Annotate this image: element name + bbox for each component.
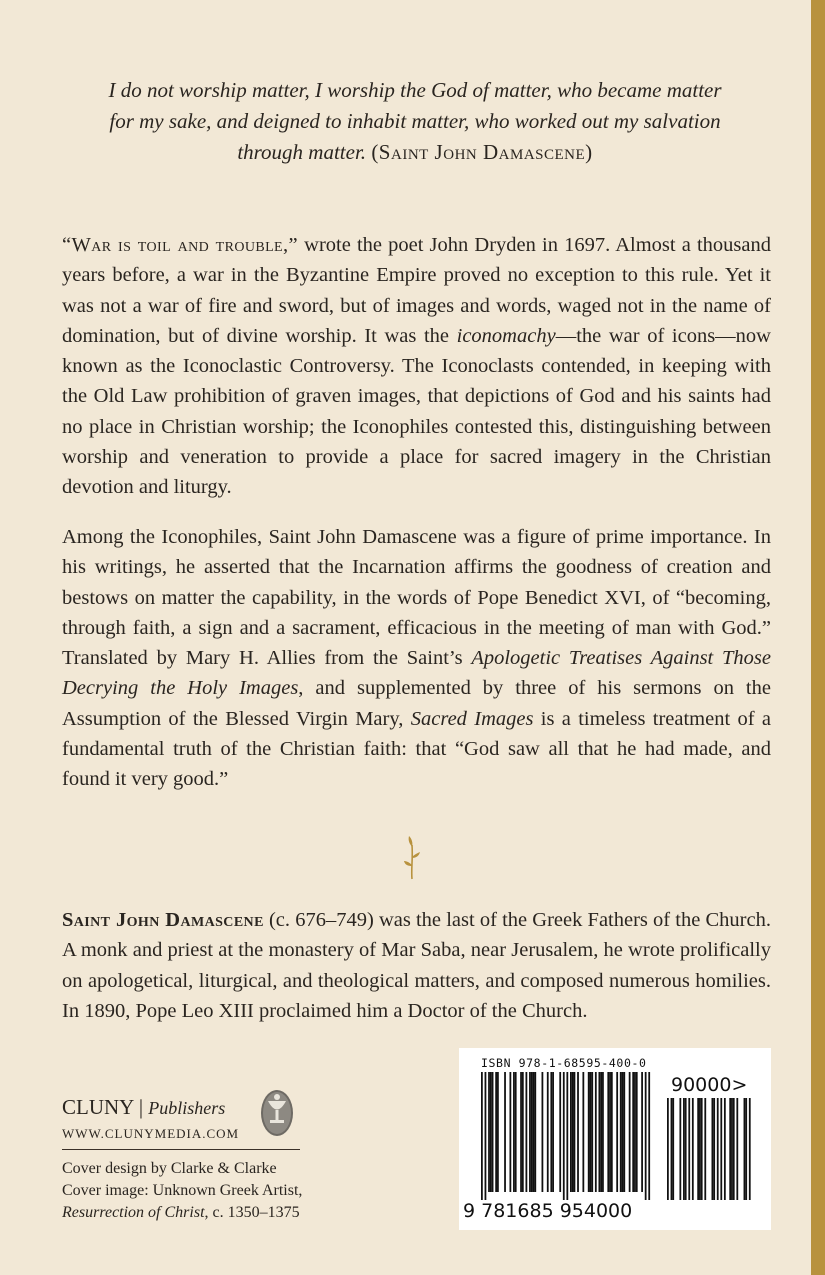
cover-credits: [62, 1158, 302, 1224]
price-code: 90000>: [671, 1074, 748, 1096]
barcode-bar: [490, 1072, 492, 1192]
barcode-bar: [595, 1072, 597, 1192]
paragraph-lead: “War is toil and trouble,”: [62, 234, 299, 256]
barcode-bar: [622, 1072, 624, 1192]
addon-bar: [671, 1098, 673, 1200]
paragraph-text: wrote the poet John Dryden in 1697. Almost a thousand years before, a war in the Byzantine Empire proved no exception to this rule. Yet it was not a war of fire and sword, but of images and words, waged not in the name of domination, but of divine worship. It was the: [62, 234, 771, 347]
addon-bar: [724, 1098, 726, 1200]
barcode-bar: [520, 1072, 522, 1192]
barcode-bar: [515, 1072, 517, 1192]
barcode-bar: [529, 1072, 531, 1192]
divider: [62, 1149, 300, 1150]
book-title: Sacred Images: [410, 707, 534, 730]
barcode-bar: [611, 1072, 613, 1192]
barcode-guard-bar: [485, 1072, 487, 1200]
addon-bar: [704, 1098, 706, 1200]
spine-strip: [811, 0, 825, 1275]
barcode-guard-bar: [566, 1072, 568, 1200]
barcode-bar: [629, 1072, 631, 1192]
barcode-bar: [598, 1072, 600, 1192]
epigraph-quote: I do not worship matter, I worship the God of matter, who became matter for my sake, and deigned to inhabit matter, who worked out my salvation through matter.: [108, 78, 722, 164]
addon-bar: [667, 1098, 669, 1200]
work-title: Apologetic Treatises Against Those Decrying the Holy Images: [62, 647, 771, 700]
barcode-guard-bar: [645, 1072, 647, 1200]
barcode-bar: [495, 1072, 497, 1192]
author-name: Saint John Damascene: [62, 909, 264, 931]
barcode-bar: [547, 1072, 549, 1192]
publisher-block: [62, 1095, 239, 1142]
barcode-bar: [607, 1072, 609, 1192]
addon-bar: [729, 1098, 731, 1200]
addon-bar: [683, 1098, 685, 1200]
barcode-bar: [504, 1072, 506, 1192]
barcode-bar: [570, 1072, 572, 1192]
ean-digits: 9 781685 954000: [463, 1200, 633, 1222]
author-bio: [62, 905, 771, 1026]
barcode-bar: [634, 1072, 636, 1192]
credit-image: Cover image: Unknown Greek Artist,: [62, 1182, 303, 1199]
addon-bar: [685, 1098, 687, 1200]
addon-bar: [697, 1098, 699, 1200]
chalice-medallion-icon: [259, 1088, 295, 1138]
addon-bar: [699, 1098, 701, 1200]
barcode-bar: [542, 1072, 544, 1192]
addon-bar: [688, 1098, 690, 1200]
paragraph-text: —the war of icons—now known as the Iconoclastic Controversy. The Iconoclasts contended, in keeping with the Old Law prohibition of graven images, that depictions of God and his saints had no place in Christian worship; the Iconophiles contested this, distinguishing between worship and veneration to provide a place for sacred imagery in the Christian devotion and liturgy.: [62, 324, 771, 499]
barcode-bar: [522, 1072, 524, 1192]
barcode-bar: [602, 1072, 604, 1192]
isbn-label: ISBN 978-1-68595-400-0: [481, 1056, 647, 1070]
epigraph-attribution: (Saint John Damascene): [371, 140, 593, 164]
barcode-bar: [531, 1072, 533, 1192]
barcode-bar: [600, 1072, 602, 1192]
publisher-separator: |: [133, 1095, 149, 1119]
paragraph-text: Among the Iconophiles, Saint John Damascene was a figure of prime importance. In his writings, he asserted that the Incarnation affirms the goodness of creation and bestows on matter the capability, in the words of Pope Benedict XVI, of “becoming, through faith, a sign and a sacrament, efficacious in the meeting of man with God.” Translated by Mary H. Allies from the Saint’s: [62, 526, 771, 670]
barcode-bar: [574, 1072, 576, 1192]
barcode-bar: [513, 1072, 515, 1192]
barcode-bar: [550, 1072, 552, 1192]
barcode-bar: [492, 1072, 494, 1192]
wheat-sprig-icon: [402, 835, 422, 881]
barcode-bar: [623, 1072, 625, 1192]
addon-bar: [672, 1098, 674, 1200]
credit-image-date: , c. 1350–1375: [204, 1204, 300, 1221]
paragraph-war-of-icons: [62, 230, 771, 503]
credit-image-title: Resurrection of Christ: [62, 1204, 205, 1221]
barcode-bar: [533, 1072, 535, 1192]
barcode-bar: [609, 1072, 611, 1192]
addon-bar: [679, 1098, 681, 1200]
addon-bar: [712, 1098, 714, 1200]
barcode-bar: [488, 1072, 490, 1192]
barcode-guard-bar: [481, 1072, 483, 1200]
barcode-bar: [588, 1072, 590, 1192]
addon-bar: [744, 1098, 746, 1200]
barcode-bar: [559, 1072, 561, 1192]
barcode-bar: [636, 1072, 638, 1192]
addon-bar: [749, 1098, 751, 1200]
addon-bar: [692, 1098, 694, 1200]
epigraph: [95, 75, 735, 168]
barcode-bar: [591, 1072, 593, 1192]
barcode-guard-bar: [563, 1072, 565, 1200]
publisher-name: CLUNY: [62, 1095, 134, 1119]
barcode-bar: [534, 1072, 536, 1192]
barcode-bar: [616, 1072, 618, 1192]
addon-bar: [733, 1098, 735, 1200]
bio-text: (c. 676–749) was the last of the Greek Fathers of the Church. A monk and priest at the monastery of Mar Saba, near Jerusalem, he wrote prolifically on apologetical, liturgical, and theological matters, and composed numerous homilies. In 1890, Pope Leo XIII proclaimed him a Doctor of the Church.: [62, 909, 771, 1022]
barcode-bar: [552, 1072, 554, 1192]
paragraph-text: , and supplemented by three of his sermons on the Assumption of the Blessed Virgin Mary,: [62, 677, 771, 730]
barcode-bar: [577, 1072, 579, 1192]
barcode-bar: [497, 1072, 499, 1192]
barcode-bar: [509, 1072, 511, 1192]
barcode-bar: [641, 1072, 643, 1192]
publisher-url[interactable]: WWW.CLUNYMEDIA.COM: [62, 1126, 240, 1141]
credit-design: Cover design by Clarke & Clarke: [62, 1160, 277, 1177]
publisher-label: Publishers: [148, 1098, 226, 1118]
barcode-bar: [572, 1072, 574, 1192]
barcode-bar: [590, 1072, 592, 1192]
addon-bar: [736, 1098, 738, 1200]
term-iconomachy: iconomachy: [456, 324, 556, 347]
barcode-bar: [582, 1072, 584, 1192]
addon-bar: [713, 1098, 715, 1200]
barcode-bar: [620, 1072, 622, 1192]
addon-bar: [720, 1098, 722, 1200]
credit-image-title-line: [62, 1202, 302, 1224]
paragraph-text: is a timeless treatment of a fundamental truth of the Christian faith: that “God saw all that he had made, and found it very good.”: [62, 707, 772, 791]
barcode-bar: [632, 1072, 634, 1192]
addon-bar: [717, 1098, 719, 1200]
barcode-guard-bar: [648, 1072, 650, 1200]
barcode-panel: [459, 1048, 771, 1230]
barcode-bar: [526, 1072, 528, 1192]
paragraph-iconophiles: [62, 522, 771, 795]
addon-bar: [745, 1098, 747, 1200]
addon-bar: [731, 1098, 733, 1200]
publisher-brand: [62, 1095, 239, 1120]
addon-bar: [701, 1098, 703, 1200]
